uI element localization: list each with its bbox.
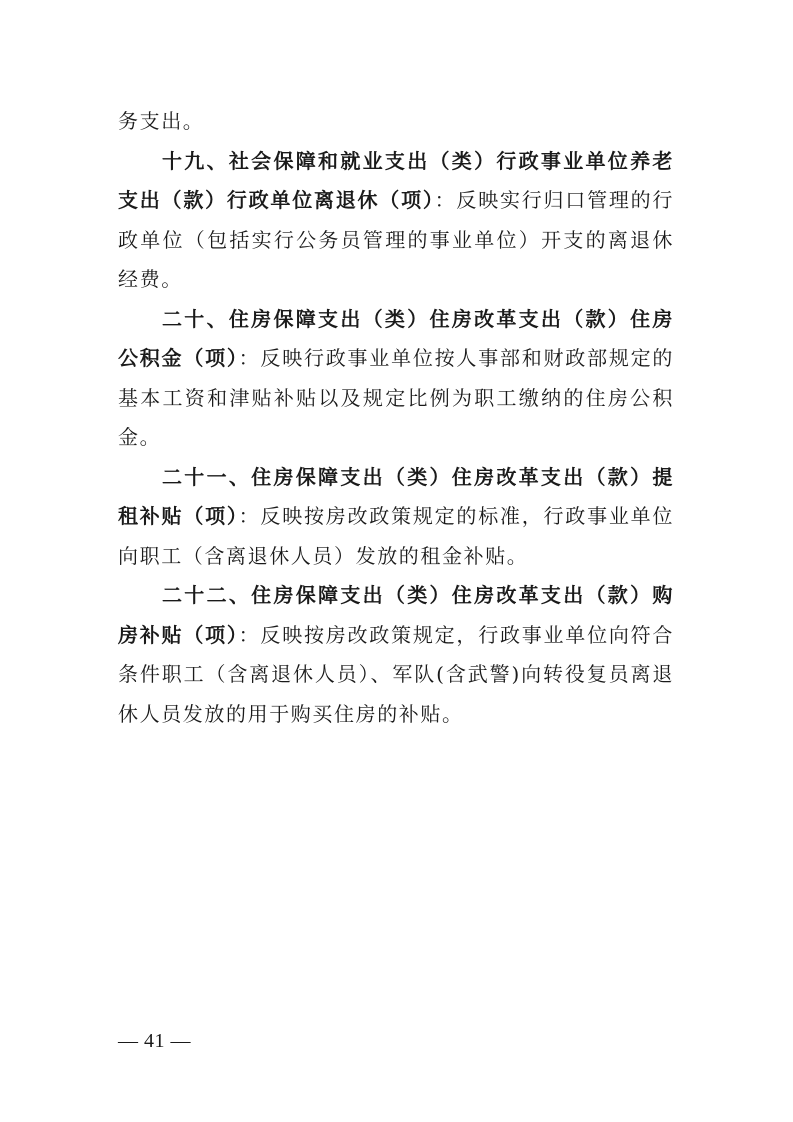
item-body: ：反映实行归口管理的行政单位（包括实行公务员管理的事业单位）开支的离退休经费。: [118, 188, 674, 291]
item-body: ：反映按房改政策规定的标准，行政事业单位向职工（含离退休人员）发放的租金补贴。: [118, 504, 674, 568]
item-heading: 二十一、住房保障支出（类）住房改革支出（款）提租补贴（项）: [118, 464, 674, 528]
item-heading: 二十二、住房保障支出（类）住房改革支出（款）购房补贴（项）: [118, 583, 674, 647]
paragraph-item-21: [118, 458, 674, 577]
paragraph-item-22: [118, 576, 674, 734]
item-body: ：反映行政事业单位按人事部和财政部规定的基本工资和津贴补贴以及规定比例为职工缴纳的住房公积金。: [118, 346, 674, 449]
item-heading: 十九、社会保障和就业支出（类）行政事业单位养老支出（款）行政单位离退休（项）: [118, 148, 674, 212]
item-heading: 二十、住房保障支出（类）住房改革支出（款）住房公积金（项）: [118, 306, 674, 370]
item-body: ：反映按房改政策规定，行政事业单位向符合条件职工（含离退休人员）、军队(含武警)向转役复员离退休人员发放的用于购买住房的补贴。: [118, 622, 674, 726]
body-text: [118, 102, 674, 734]
page-number: — 41 —: [118, 1030, 191, 1052]
paragraph-item-19: [118, 142, 674, 300]
continuation-paragraph: 务支出。: [118, 109, 205, 133]
paragraph-item-20: [118, 300, 674, 458]
